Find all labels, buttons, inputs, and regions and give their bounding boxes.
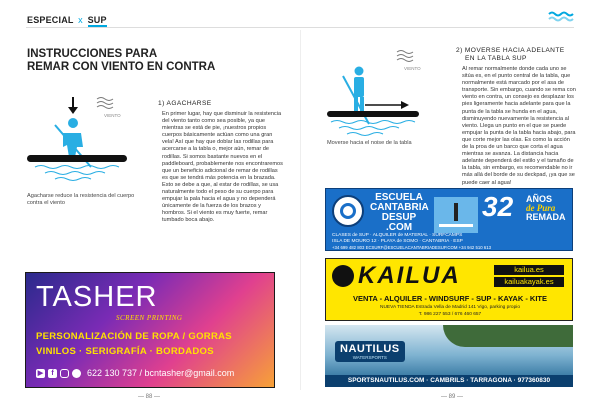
kailua-services: VENTA - ALQUILER - WINDSURF - SUP - KAYAK - KITE [352,294,548,303]
escuela-years: 32 [482,191,514,222]
kailua-brand: KAILUA [358,262,461,289]
ad-nautilus[interactable] [325,325,573,387]
wind-label: VIENTO [104,113,121,118]
whatsapp-icon[interactable] [72,369,81,378]
section-2-heading: 2) MOVERSE HACIA ADELANTE EN LA TABLA SUP [456,47,565,62]
page-gutter [300,30,301,390]
tasher-line-2: VINILOS · SERIGRAFÍA · BORDADOS [36,346,214,357]
nautilus-trees [443,325,573,347]
section-label: ESPECIAL [27,15,74,25]
nautilus-brand: NAUTILUS [340,343,400,355]
paddler-forward-illustration [325,48,425,140]
wind-label: VIENTO [404,66,421,71]
section-1-body: En primer lugar, hay que disminuir la resistencia del viento tanto como sea posible, ya que mientras se está de pie, ¡nuestros propios cuerpos básicamente actúan como una gran vela! Así que hay que doblar las rodillas para acercarse a la tabla o, mejor aún, remar de rodillas. Si somos bastante nuevos en el paddleboard, probablemente nos encontraremos que un beneficio adicional de remar de rodillas es que se tendrá más potencia en la brazada. Esto se debe a que, al estar de rodillas, se usa naturalmente todo el peso de su cuerpo para empujar la pala hacia el agua y no dependerá únicamente de la fuerza de los brazos y hombros. Si el viento es muy fuerte, remar tumbado boca abajo. [162,111,283,224]
facebook-icon[interactable]: f [48,369,57,378]
kailua-url-2[interactable]: kailuakayak.es [494,277,564,287]
ad-escuela-cantabria[interactable] [325,188,573,251]
tasher-line-1: PERSONALIZACIÓN DE ROPA / GORRAS [36,331,232,342]
subsection-label: SUP [87,15,107,25]
illustration-caption-1: Agacharse reduce la resistencia del cuerpo contra el viento [27,193,135,206]
illustration-crouch [25,95,145,190]
paddler-crouch-illustration [25,95,145,190]
page-number-right: — 89 — [441,394,464,400]
tasher-brand: TASHER [36,281,158,313]
section-header [27,15,107,25]
paddler-photo [434,197,478,233]
tasher-contact-row [36,368,234,378]
kailua-address: NUEVA TIENDA Estrada Vella de Madrid 141 Vigo, parking propio [380,305,520,310]
illustration-caption-2: Moverse hacia el noise de la tabla [327,140,412,146]
nautilus-logo [335,341,405,362]
section-1-heading: 1) AGACHARSE [158,100,212,107]
header-rule [26,27,574,28]
escuela-name: ESCUELA CANTABRIA DESUP .COM [370,192,429,233]
escuela-logo [332,195,364,227]
section-2-body: Al remar normalmente donde cada uno se sitúa es, en el punto central de la tabla, que normalmente está marcado por el asa de transporte. Sin embargo, cuando se rema con viento en contra, un consejo es desplazar los pies ligeramente hacia adelante para que la punta de la tabla se hunda en el agua, disminuyendo nuevamente la resistencia al viento. Llega un punto en el que se puede empujar la punta de la tabla hacia abajo, para que corte mejor las olas. Es como la acción de la proa de un barco que corta el agua mientras se avanza. La distancia hacia adelante dependerá del estilo y el tamaño de la tabla, sin embargo, es recomendable no ir más allá del borde de su deckpad, ¡ya que se puede caer al agua! [462,66,576,186]
kailua-url-1[interactable]: kailua.es [494,265,564,275]
instagram-icon[interactable] [60,369,69,378]
wave-icon [548,10,574,22]
ad-tasher[interactable] [25,272,275,388]
escuela-phone: +34 699 482 803 ECSURF@ESCUELACANTABRIADESUP.COM +34 942 510 613 [332,245,491,250]
kailua-phones: T. 986 227 553 / 676 460 657 [418,312,482,317]
youtube-icon[interactable]: ▶ [37,369,44,377]
kailua-logo [332,265,354,287]
nautilus-footer[interactable]: SPORTSNAUTILUS.COM · CAMBRILS · TARRAGONA · 977360830 [325,375,573,387]
page-number-left: — 88 — [138,394,161,400]
page-title: INSTRUCCIONES PARA REMAR CON VIENTO EN CONTRA [27,48,216,73]
ad-kailua[interactable] [325,258,573,321]
illustration-forward [325,48,425,140]
separator: x [78,15,83,25]
escuela-years-label: AÑOS de Pura REMADA [526,194,566,222]
tasher-tagline: SCREEN PRINTING [116,314,183,322]
escuela-address: ISLA DE MOURO 12 · PLAYA de SOMO · CANTABRIA · ESP [332,239,463,244]
escuela-services: CLASES de SUP · ALQUILER de MATERIAL · SURFCAMPS [332,233,463,238]
nautilus-sub: WATERSPORTS [352,355,387,360]
tasher-contact: 622 130 737 / bcntasher@gmail.com [87,368,235,378]
